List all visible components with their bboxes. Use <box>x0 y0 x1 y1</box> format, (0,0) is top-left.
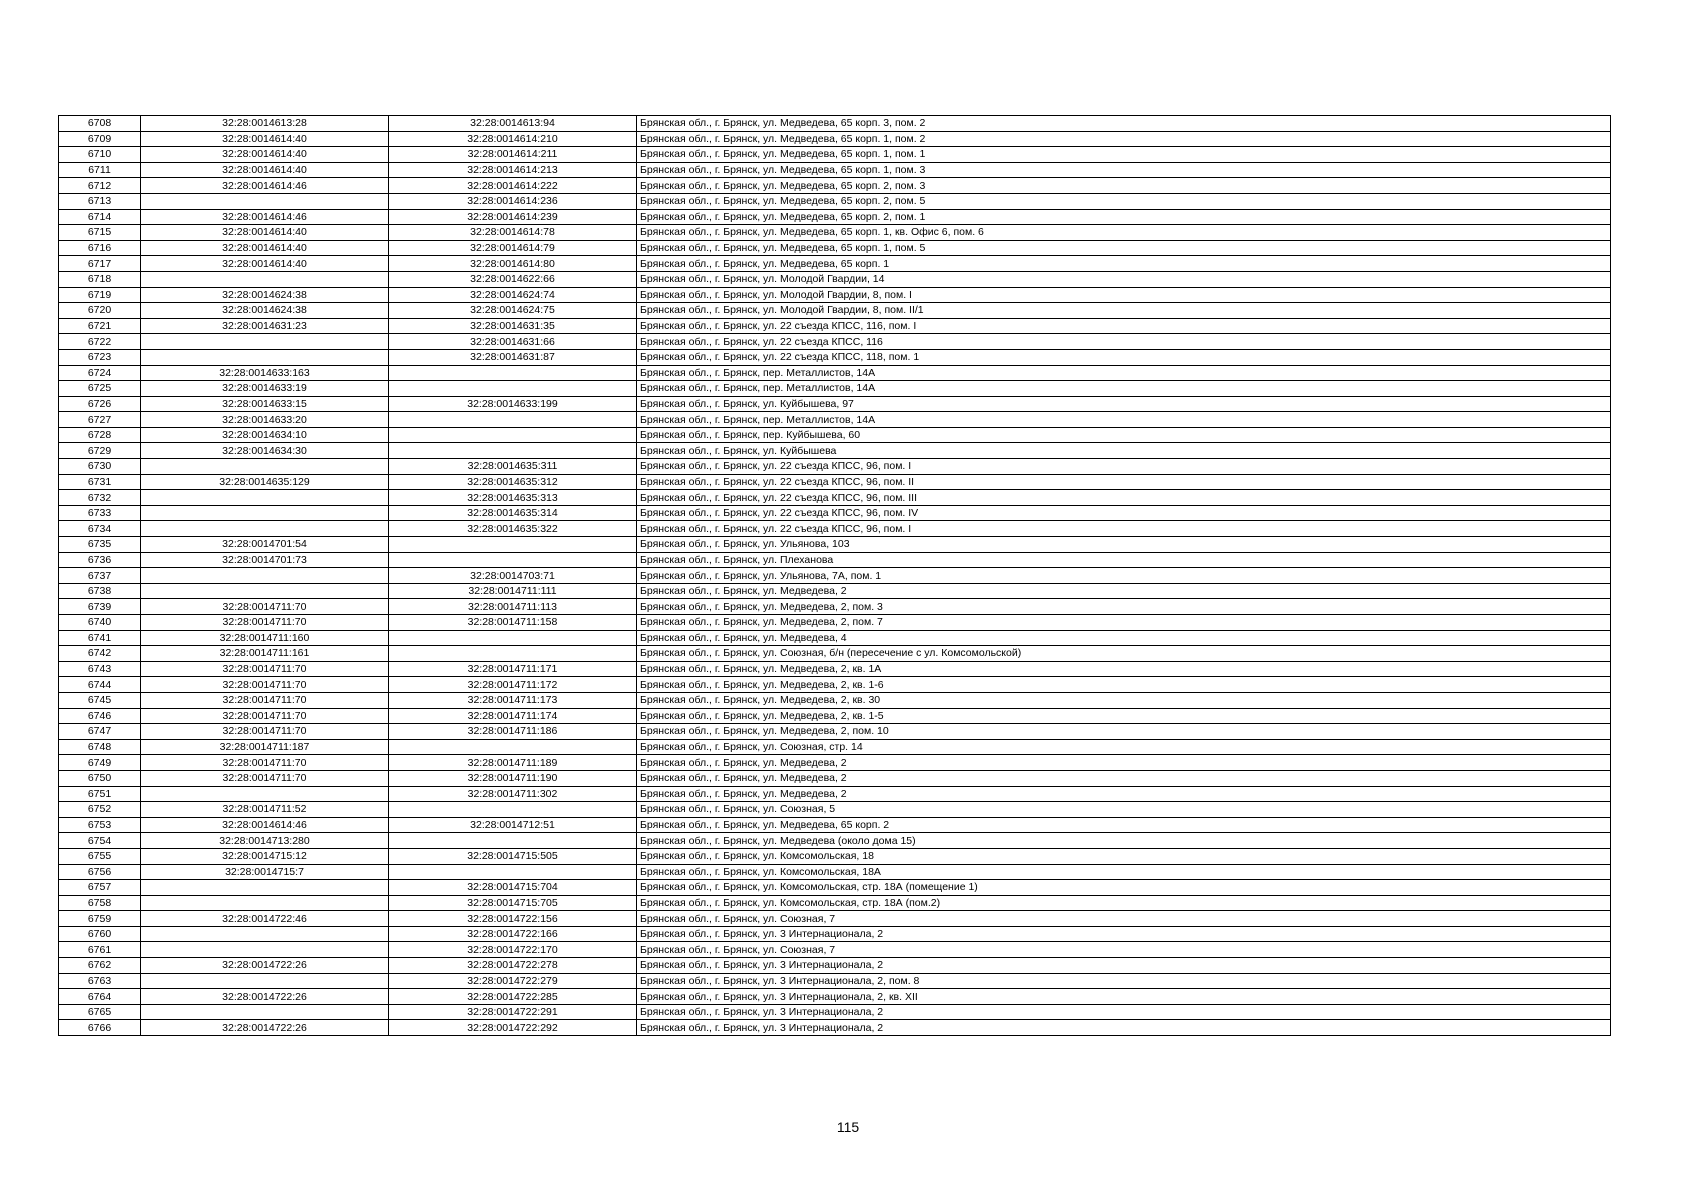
parent-cadastral-number-cell: 32:28:0014635:129 <box>141 474 389 490</box>
table-row <box>59 677 1611 693</box>
address-cell: Брянская обл., г. Брянск, ул. 22 съезда КПСС, 118, пом. 1 <box>637 349 1611 365</box>
row-number-cell: 6728 <box>59 427 141 443</box>
parent-cadastral-number-cell: 32:28:0014711:70 <box>141 724 389 740</box>
row-number-cell: 6762 <box>59 958 141 974</box>
table-row <box>59 770 1611 786</box>
cadastral-number-cell: 32:28:0014722:166 <box>389 926 637 942</box>
table-row <box>59 474 1611 490</box>
cadastral-number-cell: 32:28:0014711:190 <box>389 770 637 786</box>
parent-cadastral-number-cell <box>141 271 389 287</box>
row-number-cell: 6715 <box>59 225 141 241</box>
parent-cadastral-number-cell: 32:28:0014711:70 <box>141 677 389 693</box>
cadastral-number-cell: 32:28:0014711:174 <box>389 708 637 724</box>
address-cell: Брянская обл., г. Брянск, ул. Медведева, 2 <box>637 755 1611 771</box>
parent-cadastral-number-cell: 32:28:0014711:70 <box>141 708 389 724</box>
cadastral-number-cell: 32:28:0014722:285 <box>389 989 637 1005</box>
cadastral-number-cell: 32:28:0014613:94 <box>389 116 637 132</box>
address-cell: Брянская обл., г. Брянск, ул. 3 Интернационала, 2 <box>637 926 1611 942</box>
cadastral-number-cell <box>389 646 637 662</box>
address-cell: Брянская обл., г. Брянск, ул. Медведева, 2, кв. 1-5 <box>637 708 1611 724</box>
parent-cadastral-number-cell <box>141 880 389 896</box>
row-number-cell: 6717 <box>59 256 141 272</box>
address-cell: Брянская обл., г. Брянск, ул. Комсомольская, 18А <box>637 864 1611 880</box>
parent-cadastral-number-cell: 32:28:0014631:23 <box>141 318 389 334</box>
row-number-cell: 6766 <box>59 1020 141 1036</box>
cadastral-number-cell: 32:28:0014722:278 <box>389 958 637 974</box>
address-cell: Брянская обл., г. Брянск, ул. 22 съезда КПСС, 96, пом. III <box>637 490 1611 506</box>
table-row <box>59 505 1611 521</box>
cadastral-number-cell: 32:28:0014614:210 <box>389 131 637 147</box>
table-row <box>59 490 1611 506</box>
cadastral-number-cell <box>389 427 637 443</box>
row-number-cell: 6761 <box>59 942 141 958</box>
cadastral-number-cell: 32:28:0014635:313 <box>389 490 637 506</box>
parent-cadastral-number-cell: 32:28:0014722:46 <box>141 911 389 927</box>
table-row <box>59 833 1611 849</box>
row-number-cell: 6744 <box>59 677 141 693</box>
address-cell: Брянская обл., г. Брянск, ул. Медведева, 2, кв. 1-6 <box>637 677 1611 693</box>
cadastral-number-cell <box>389 833 637 849</box>
row-number-cell: 6759 <box>59 911 141 927</box>
row-number-cell: 6734 <box>59 521 141 537</box>
parent-cadastral-number-cell <box>141 459 389 475</box>
cadastral-number-cell: 32:28:0014711:186 <box>389 724 637 740</box>
cadastral-number-cell: 32:28:0014722:279 <box>389 973 637 989</box>
cadastral-number-cell <box>389 443 637 459</box>
registry-table-body <box>59 116 1611 1036</box>
address-cell: Брянская обл., г. Брянск, ул. Медведева, 65 корп. 3, пом. 2 <box>637 116 1611 132</box>
table-row <box>59 615 1611 631</box>
parent-cadastral-number-cell: 32:28:0014613:28 <box>141 116 389 132</box>
parent-cadastral-number-cell: 32:28:0014614:46 <box>141 817 389 833</box>
table-row <box>59 583 1611 599</box>
row-number-cell: 6709 <box>59 131 141 147</box>
row-number-cell: 6732 <box>59 490 141 506</box>
address-cell: Брянская обл., г. Брянск, ул. Медведева, 2, пом. 10 <box>637 724 1611 740</box>
parent-cadastral-number-cell: 32:28:0014701:73 <box>141 552 389 568</box>
cadastral-number-cell: 32:28:0014635:322 <box>389 521 637 537</box>
parent-cadastral-number-cell <box>141 490 389 506</box>
row-number-cell: 6756 <box>59 864 141 880</box>
parent-cadastral-number-cell: 32:28:0014634:10 <box>141 427 389 443</box>
table-row <box>59 193 1611 209</box>
address-cell: Брянская обл., г. Брянск, ул. Куйбышева, 97 <box>637 396 1611 412</box>
row-number-cell: 6758 <box>59 895 141 911</box>
table-row <box>59 786 1611 802</box>
address-cell: Брянская обл., г. Брянск, ул. 3 Интернационала, 2 <box>637 1020 1611 1036</box>
parent-cadastral-number-cell <box>141 973 389 989</box>
address-cell: Брянская обл., г. Брянск, ул. Медведева, 4 <box>637 630 1611 646</box>
cadastral-number-cell <box>389 864 637 880</box>
row-number-cell: 6764 <box>59 989 141 1005</box>
table-row <box>59 271 1611 287</box>
table-row <box>59 926 1611 942</box>
cadastral-number-cell: 32:28:0014624:74 <box>389 287 637 303</box>
row-number-cell: 6713 <box>59 193 141 209</box>
parent-cadastral-number-cell: 32:28:0014624:38 <box>141 303 389 319</box>
parent-cadastral-number-cell: 32:28:0014722:26 <box>141 1020 389 1036</box>
cadastral-number-cell: 32:28:0014633:199 <box>389 396 637 412</box>
address-cell: Брянская обл., г. Брянск, пер. Металлистов, 14А <box>637 365 1611 381</box>
row-number-cell: 6718 <box>59 271 141 287</box>
row-number-cell: 6736 <box>59 552 141 568</box>
table-row <box>59 880 1611 896</box>
row-number-cell: 6740 <box>59 615 141 631</box>
cadastral-number-cell: 32:28:0014635:311 <box>389 459 637 475</box>
parent-cadastral-number-cell <box>141 786 389 802</box>
table-row <box>59 552 1611 568</box>
parent-cadastral-number-cell: 32:28:0014633:19 <box>141 381 389 397</box>
row-number-cell: 6721 <box>59 318 141 334</box>
parent-cadastral-number-cell: 32:28:0014614:40 <box>141 225 389 241</box>
parent-cadastral-number-cell <box>141 926 389 942</box>
table-row <box>59 412 1611 428</box>
cadastral-number-cell: 32:28:0014614:222 <box>389 178 637 194</box>
address-cell: Брянская обл., г. Брянск, ул. Комсомольская, стр. 18А (помещение 1) <box>637 880 1611 896</box>
table-row <box>59 537 1611 553</box>
parent-cadastral-number-cell: 32:28:0014614:40 <box>141 256 389 272</box>
cadastral-number-cell <box>389 802 637 818</box>
parent-cadastral-number-cell: 32:28:0014633:20 <box>141 412 389 428</box>
table-row <box>59 739 1611 755</box>
table-row <box>59 848 1611 864</box>
cadastral-number-cell: 32:28:0014631:35 <box>389 318 637 334</box>
row-number-cell: 6737 <box>59 568 141 584</box>
row-number-cell: 6714 <box>59 209 141 225</box>
row-number-cell: 6743 <box>59 661 141 677</box>
parent-cadastral-number-cell: 32:28:0014614:46 <box>141 178 389 194</box>
parent-cadastral-number-cell: 32:28:0014711:161 <box>141 646 389 662</box>
address-cell: Брянская обл., г. Брянск, ул. Комсомольская, стр. 18А (пом.2) <box>637 895 1611 911</box>
row-number-cell: 6712 <box>59 178 141 194</box>
row-number-cell: 6733 <box>59 505 141 521</box>
table-row <box>59 240 1611 256</box>
parent-cadastral-number-cell: 32:28:0014711:70 <box>141 661 389 677</box>
parent-cadastral-number-cell <box>141 1004 389 1020</box>
row-number-cell: 6708 <box>59 116 141 132</box>
table-row <box>59 287 1611 303</box>
table-row <box>59 911 1611 927</box>
table-row <box>59 599 1611 615</box>
table-row <box>59 209 1611 225</box>
parent-cadastral-number-cell: 32:28:0014711:70 <box>141 755 389 771</box>
row-number-cell: 6748 <box>59 739 141 755</box>
table-row <box>59 365 1611 381</box>
address-cell: Брянская обл., г. Брянск, ул. 22 съезда КПСС, 96, пом. II <box>637 474 1611 490</box>
cadastral-number-cell: 32:28:0014711:113 <box>389 599 637 615</box>
table-row <box>59 817 1611 833</box>
cadastral-number-cell <box>389 381 637 397</box>
parent-cadastral-number-cell: 32:28:0014711:187 <box>141 739 389 755</box>
address-cell: Брянская обл., г. Брянск, ул. Медведева, 65 корп. 1, пом. 5 <box>637 240 1611 256</box>
cadastral-number-cell: 32:28:0014635:312 <box>389 474 637 490</box>
table-row <box>59 334 1611 350</box>
address-cell: Брянская обл., г. Брянск, пер. Металлистов, 14А <box>637 412 1611 428</box>
table-row <box>59 178 1611 194</box>
cadastral-number-cell: 32:28:0014711:171 <box>389 661 637 677</box>
cadastral-number-cell: 32:28:0014622:66 <box>389 271 637 287</box>
row-number-cell: 6753 <box>59 817 141 833</box>
cadastral-number-cell: 32:28:0014614:78 <box>389 225 637 241</box>
table-row <box>59 1020 1611 1036</box>
table-row <box>59 131 1611 147</box>
address-cell: Брянская обл., г. Брянск, ул. Медведева, 65 корп. 2, пом. 5 <box>637 193 1611 209</box>
row-number-cell: 6711 <box>59 162 141 178</box>
row-number-cell: 6735 <box>59 537 141 553</box>
table-row <box>59 116 1611 132</box>
cadastral-number-cell: 32:28:0014711:189 <box>389 755 637 771</box>
parent-cadastral-number-cell: 32:28:0014713:280 <box>141 833 389 849</box>
cadastral-number-cell: 32:28:0014624:75 <box>389 303 637 319</box>
cadastral-number-cell <box>389 412 637 428</box>
table-row <box>59 427 1611 443</box>
table-row <box>59 443 1611 459</box>
parent-cadastral-number-cell <box>141 521 389 537</box>
table-row <box>59 895 1611 911</box>
address-cell: Брянская обл., г. Брянск, пер. Металлистов, 14А <box>637 381 1611 397</box>
row-number-cell: 6749 <box>59 755 141 771</box>
table-row <box>59 521 1611 537</box>
address-cell: Брянская обл., г. Брянск, ул. Медведева, 65 корп. 2 <box>637 817 1611 833</box>
row-number-cell: 6725 <box>59 381 141 397</box>
cadastral-number-cell: 32:28:0014711:172 <box>389 677 637 693</box>
table-row <box>59 225 1611 241</box>
cadastral-number-cell: 32:28:0014631:87 <box>389 349 637 365</box>
table-row <box>59 303 1611 319</box>
table-row <box>59 973 1611 989</box>
address-cell: Брянская обл., г. Брянск, ул. 22 съезда КПСС, 116 <box>637 334 1611 350</box>
table-row <box>59 349 1611 365</box>
row-number-cell: 6757 <box>59 880 141 896</box>
parent-cadastral-number-cell <box>141 895 389 911</box>
row-number-cell: 6751 <box>59 786 141 802</box>
parent-cadastral-number-cell <box>141 568 389 584</box>
parent-cadastral-number-cell: 32:28:0014614:40 <box>141 162 389 178</box>
cadastral-number-cell: 32:28:0014703:71 <box>389 568 637 584</box>
row-number-cell: 6731 <box>59 474 141 490</box>
address-cell: Брянская обл., г. Брянск, ул. Медведева, 65 корп. 1, кв. Офис 6, пом. 6 <box>637 225 1611 241</box>
cadastral-number-cell: 32:28:0014614:239 <box>389 209 637 225</box>
table-row <box>59 708 1611 724</box>
address-cell: Брянская обл., г. Брянск, ул. Медведева, 2, кв. 1А <box>637 661 1611 677</box>
parent-cadastral-number-cell <box>141 583 389 599</box>
address-cell: Брянская обл., г. Брянск, ул. Медведева, 2, пом. 3 <box>637 599 1611 615</box>
cadastral-number-cell: 32:28:0014635:314 <box>389 505 637 521</box>
row-number-cell: 6727 <box>59 412 141 428</box>
row-number-cell: 6730 <box>59 459 141 475</box>
row-number-cell: 6726 <box>59 396 141 412</box>
address-cell: Брянская обл., г. Брянск, ул. Медведева, 65 корп. 1 <box>637 256 1611 272</box>
cadastral-number-cell: 32:28:0014712:51 <box>389 817 637 833</box>
table-row <box>59 661 1611 677</box>
parent-cadastral-number-cell: 32:28:0014711:52 <box>141 802 389 818</box>
table-row <box>59 381 1611 397</box>
cadastral-number-cell: 32:28:0014614:80 <box>389 256 637 272</box>
address-cell: Брянская обл., г. Брянск, ул. 22 съезда КПСС, 116, пом. I <box>637 318 1611 334</box>
table-row <box>59 802 1611 818</box>
parent-cadastral-number-cell: 32:28:0014722:26 <box>141 989 389 1005</box>
address-cell: Брянская обл., г. Брянск, ул. 22 съезда КПСС, 96, пом. I <box>637 459 1611 475</box>
cadastral-number-cell: 32:28:0014711:302 <box>389 786 637 802</box>
cadastral-number-cell <box>389 739 637 755</box>
address-cell: Брянская обл., г. Брянск, ул. Медведева (около дома 15) <box>637 833 1611 849</box>
address-cell: Брянская обл., г. Брянск, ул. Медведева, 2 <box>637 583 1611 599</box>
row-number-cell: 6719 <box>59 287 141 303</box>
row-number-cell: 6723 <box>59 349 141 365</box>
row-number-cell: 6720 <box>59 303 141 319</box>
cadastral-number-cell <box>389 552 637 568</box>
address-cell: Брянская обл., г. Брянск, ул. 3 Интернационала, 2 <box>637 1004 1611 1020</box>
address-cell: Брянская обл., г. Брянск, ул. Молодой Гвардии, 8, пом. I <box>637 287 1611 303</box>
table-row <box>59 256 1611 272</box>
address-cell: Брянская обл., г. Брянск, ул. Союзная, 7 <box>637 942 1611 958</box>
address-cell: Брянская обл., г. Брянск, ул. 22 съезда КПСС, 96, пом. IV <box>637 505 1611 521</box>
row-number-cell: 6745 <box>59 692 141 708</box>
parent-cadastral-number-cell: 32:28:0014614:40 <box>141 240 389 256</box>
table-row <box>59 318 1611 334</box>
page-number: 115 <box>836 1119 860 1135</box>
address-cell: Брянская обл., г. Брянск, ул. 3 Интернационала, 2, пом. 8 <box>637 973 1611 989</box>
cadastral-number-cell <box>389 365 637 381</box>
row-number-cell: 6747 <box>59 724 141 740</box>
table-row <box>59 162 1611 178</box>
cadastral-number-cell: 32:28:0014614:236 <box>389 193 637 209</box>
cadastral-number-cell: 32:28:0014722:156 <box>389 911 637 927</box>
table-row <box>59 1004 1611 1020</box>
cadastral-number-cell: 32:28:0014614:213 <box>389 162 637 178</box>
cadastral-number-cell: 32:28:0014711:158 <box>389 615 637 631</box>
address-cell: Брянская обл., г. Брянск, ул. 22 съезда КПСС, 96, пом. I <box>637 521 1611 537</box>
row-number-cell: 6710 <box>59 147 141 163</box>
parent-cadastral-number-cell <box>141 349 389 365</box>
parent-cadastral-number-cell: 32:28:0014711:70 <box>141 770 389 786</box>
parent-cadastral-number-cell: 32:28:0014701:54 <box>141 537 389 553</box>
table-row <box>59 630 1611 646</box>
row-number-cell: 6754 <box>59 833 141 849</box>
cadastral-number-cell: 32:28:0014722:170 <box>389 942 637 958</box>
parent-cadastral-number-cell <box>141 193 389 209</box>
address-cell: Брянская обл., г. Брянск, ул. Плеханова <box>637 552 1611 568</box>
cadastral-number-cell <box>389 537 637 553</box>
row-number-cell: 6750 <box>59 770 141 786</box>
row-number-cell: 6746 <box>59 708 141 724</box>
address-cell: Брянская обл., г. Брянск, ул. Союзная, 7 <box>637 911 1611 927</box>
table-row <box>59 459 1611 475</box>
row-number-cell: 6763 <box>59 973 141 989</box>
property-registry-table <box>58 115 1611 1036</box>
parent-cadastral-number-cell: 32:28:0014614:40 <box>141 147 389 163</box>
address-cell: Брянская обл., г. Брянск, ул. Медведева, 65 корп. 2, пом. 1 <box>637 209 1611 225</box>
parent-cadastral-number-cell: 32:28:0014715:12 <box>141 848 389 864</box>
table-row <box>59 755 1611 771</box>
address-cell: Брянская обл., г. Брянск, ул. Молодой Гвардии, 8, пом. II/1 <box>637 303 1611 319</box>
table-row <box>59 646 1611 662</box>
table-row <box>59 568 1611 584</box>
address-cell: Брянская обл., г. Брянск, ул. Союзная, 5 <box>637 802 1611 818</box>
parent-cadastral-number-cell: 32:28:0014711:70 <box>141 692 389 708</box>
row-number-cell: 6765 <box>59 1004 141 1020</box>
parent-cadastral-number-cell: 32:28:0014711:70 <box>141 615 389 631</box>
parent-cadastral-number-cell: 32:28:0014711:70 <box>141 599 389 615</box>
parent-cadastral-number-cell: 32:28:0014633:163 <box>141 365 389 381</box>
address-cell: Брянская обл., г. Брянск, ул. Ульянова, 103 <box>637 537 1611 553</box>
cadastral-number-cell: 32:28:0014715:505 <box>389 848 637 864</box>
table-row <box>59 692 1611 708</box>
address-cell: Брянская обл., г. Брянск, ул. 3 Интернационала, 2, кв. XII <box>637 989 1611 1005</box>
address-cell: Брянская обл., г. Брянск, ул. Медведева, 65 корп. 2, пом. 3 <box>637 178 1611 194</box>
parent-cadastral-number-cell: 32:28:0014634:30 <box>141 443 389 459</box>
row-number-cell: 6742 <box>59 646 141 662</box>
parent-cadastral-number-cell: 32:28:0014715:7 <box>141 864 389 880</box>
row-number-cell: 6760 <box>59 926 141 942</box>
cadastral-number-cell: 32:28:0014715:705 <box>389 895 637 911</box>
table-row <box>59 942 1611 958</box>
address-cell: Брянская обл., г. Брянск, ул. Медведева, 2 <box>637 770 1611 786</box>
parent-cadastral-number-cell <box>141 942 389 958</box>
address-cell: Брянская обл., г. Брянск, ул. Куйбышева <box>637 443 1611 459</box>
address-cell: Брянская обл., г. Брянск, ул. Молодой Гвардии, 14 <box>637 271 1611 287</box>
table-row <box>59 147 1611 163</box>
parent-cadastral-number-cell: 32:28:0014722:26 <box>141 958 389 974</box>
address-cell: Брянская обл., г. Брянск, ул. Союзная, б/н (пересечение с ул. Комсомольской) <box>637 646 1611 662</box>
row-number-cell: 6752 <box>59 802 141 818</box>
row-number-cell: 6741 <box>59 630 141 646</box>
table-row <box>59 396 1611 412</box>
row-number-cell: 6739 <box>59 599 141 615</box>
cadastral-number-cell: 32:28:0014614:79 <box>389 240 637 256</box>
parent-cadastral-number-cell: 32:28:0014711:160 <box>141 630 389 646</box>
cadastral-number-cell: 32:28:0014722:292 <box>389 1020 637 1036</box>
row-number-cell: 6729 <box>59 443 141 459</box>
cadastral-number-cell: 32:28:0014722:291 <box>389 1004 637 1020</box>
table-row <box>59 724 1611 740</box>
address-cell: Брянская обл., г. Брянск, ул. Союзная, стр. 14 <box>637 739 1611 755</box>
address-cell: Брянская обл., г. Брянск, ул. Ульянова, 7А, пом. 1 <box>637 568 1611 584</box>
address-cell: Брянская обл., г. Брянск, ул. 3 Интернационала, 2 <box>637 958 1611 974</box>
address-cell: Брянская обл., г. Брянск, ул. Медведева, 65 корп. 1, пом. 2 <box>637 131 1611 147</box>
row-number-cell: 6722 <box>59 334 141 350</box>
address-cell: Брянская обл., г. Брянск, пер. Куйбышева, 60 <box>637 427 1611 443</box>
table-row <box>59 864 1611 880</box>
cadastral-number-cell <box>389 630 637 646</box>
address-cell: Брянская обл., г. Брянск, ул. Медведева, 65 корп. 1, пом. 1 <box>637 147 1611 163</box>
address-cell: Брянская обл., г. Брянск, ул. Медведева, 65 корп. 1, пом. 3 <box>637 162 1611 178</box>
cadastral-number-cell: 32:28:0014631:66 <box>389 334 637 350</box>
table-row <box>59 958 1611 974</box>
parent-cadastral-number-cell: 32:28:0014614:40 <box>141 131 389 147</box>
table-row <box>59 989 1611 1005</box>
row-number-cell: 6716 <box>59 240 141 256</box>
cadastral-number-cell: 32:28:0014711:173 <box>389 692 637 708</box>
parent-cadastral-number-cell <box>141 505 389 521</box>
parent-cadastral-number-cell: 32:28:0014624:38 <box>141 287 389 303</box>
parent-cadastral-number-cell: 32:28:0014633:15 <box>141 396 389 412</box>
parent-cadastral-number-cell: 32:28:0014614:46 <box>141 209 389 225</box>
cadastral-number-cell: 32:28:0014614:211 <box>389 147 637 163</box>
parent-cadastral-number-cell <box>141 334 389 350</box>
row-number-cell: 6724 <box>59 365 141 381</box>
cadastral-number-cell: 32:28:0014715:704 <box>389 880 637 896</box>
address-cell: Брянская обл., г. Брянск, ул. Комсомольская, 18 <box>637 848 1611 864</box>
row-number-cell: 6738 <box>59 583 141 599</box>
row-number-cell: 6755 <box>59 848 141 864</box>
address-cell: Брянская обл., г. Брянск, ул. Медведева, 2, кв. 30 <box>637 692 1611 708</box>
address-cell: Брянская обл., г. Брянск, ул. Медведева, 2 <box>637 786 1611 802</box>
address-cell: Брянская обл., г. Брянск, ул. Медведева, 2, пом. 7 <box>637 615 1611 631</box>
cadastral-number-cell: 32:28:0014711:111 <box>389 583 637 599</box>
